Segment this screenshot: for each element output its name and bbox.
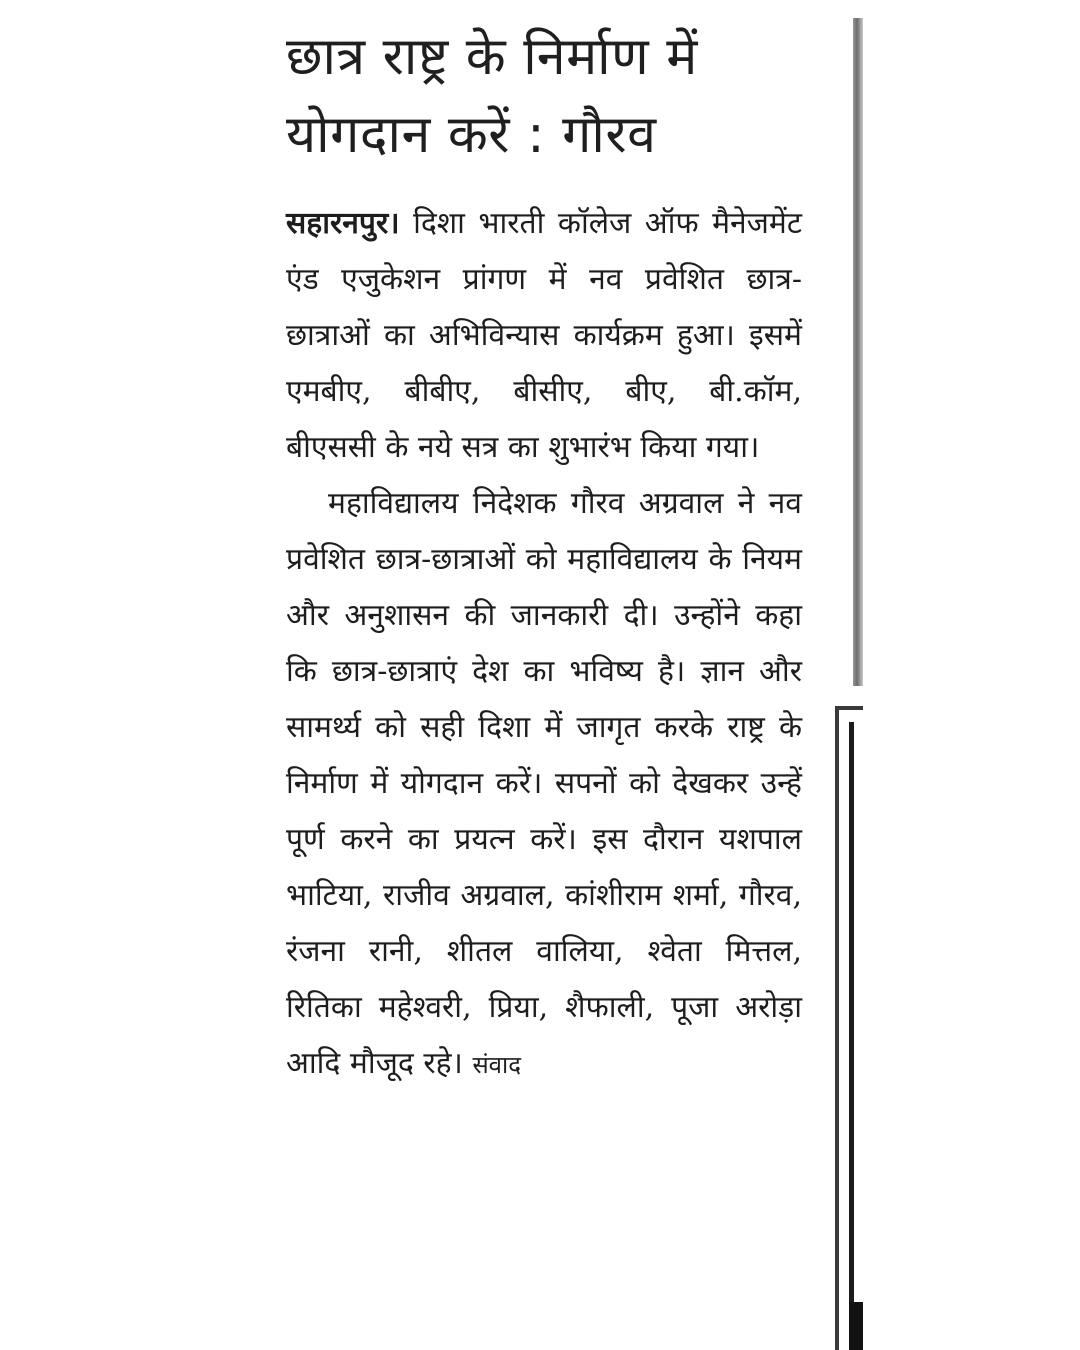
headline-line-1: छात्र राष्ट्र के निर्माण में: [286, 27, 698, 87]
article-body: [286, 196, 802, 1093]
paragraph-1-text: दिशा भारती कॉलेज ऑफ मैनेजमेंट एंड एजुकेशन प्रांगण में नव प्रवेशित छात्र-छात्राओं का अभिविन्यास कार्यक्रम हुआ। इसमें एमबीए, बीबीए, बीसीए, बीए, बी.कॉम, बीएससी के नये सत्र का शुभारंभ किया गया।: [286, 206, 802, 465]
dateline: सहारनपुर।: [286, 206, 400, 241]
adjacent-box-left-border: [835, 706, 839, 1350]
byline-credit: संवाद: [472, 1051, 521, 1079]
column-rule-bottom: [849, 722, 854, 1350]
adjacent-box-top-border: [835, 706, 863, 710]
news-clipping: [286, 18, 802, 1093]
column-rule-top: [853, 18, 863, 686]
paragraph-1: [286, 196, 802, 476]
headline: [286, 18, 802, 174]
paragraph-2-text: महाविद्यालय निदेशक गौरव अग्रवाल ने नव प्रवेशित छात्र-छात्राओं को महाविद्यालय के नियम और अनुशासन की जानकारी दी। उन्होंने कहा कि छात्र-छात्राएं देश का भविष्य है। ज्ञान और सामर्थ्य को सही दिशा में जागृत करके राष्ट्र के निर्माण में योगदान करें। सपनों को देखकर उन्हें पूर्ण करने का प्रयत्न करें। इस दौरान यशपाल भाटिया, राजीव अग्रवाल, कांशीराम शर्मा, गौरव, रंजना रानी, शीतल वालिया, श्वेता मित्तल, रितिका महेश्वरी, प्रिया, शैफाली, पूजा अरोड़ा आदि मौजूद रहे।: [286, 486, 802, 1081]
headline-line-2: योगदान करें : गौरव: [286, 105, 657, 165]
adjacent-clipping-edge: [849, 1302, 863, 1350]
paragraph-2: [286, 476, 802, 1093]
